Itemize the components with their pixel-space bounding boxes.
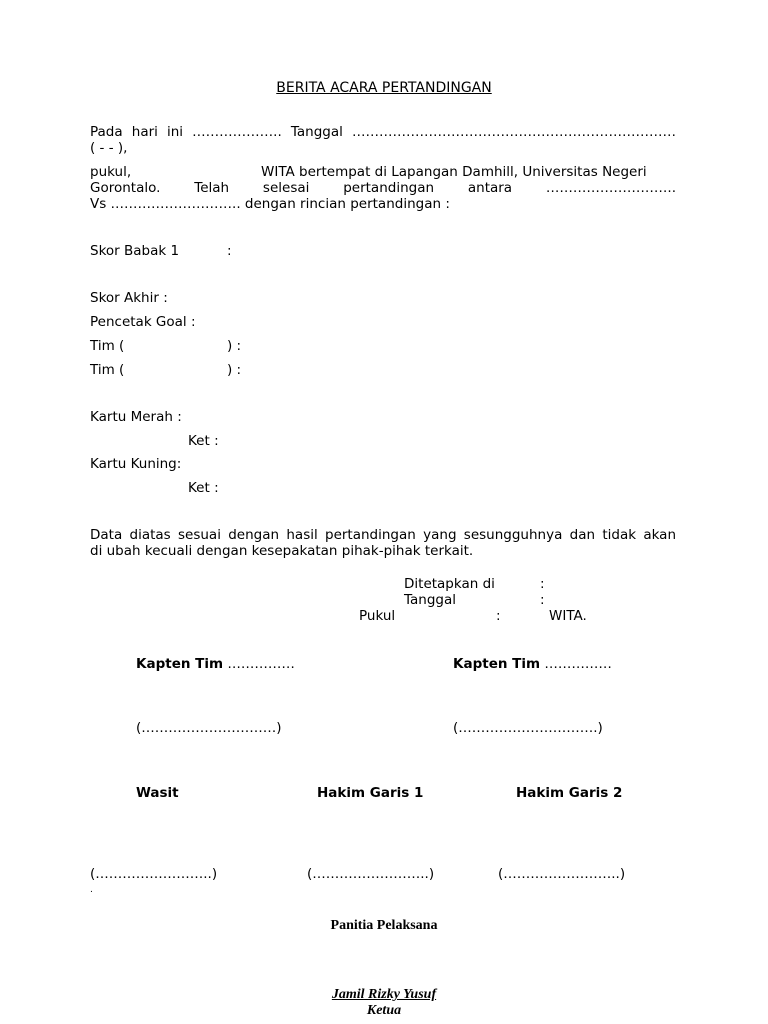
kapten-2-signature-line: (………………………….)	[453, 720, 603, 736]
kapten-1-label: Kapten Tim	[136, 656, 224, 672]
hakim-garis-1-label: Hakim Garis 1	[317, 785, 424, 801]
hakim-garis-2-signature-line: (……………………..)	[498, 866, 626, 882]
document-title: BERITA ACARA PERTANDINGAN	[276, 80, 492, 96]
tim-2-close: ) :	[227, 362, 242, 378]
kartu-kuning-ket: Ket :	[188, 480, 219, 496]
intro-line-5: Vs ……………………….. dengan rincian pertandingan :	[90, 196, 450, 212]
panitia-name: Jamil Rizky Yusuf	[331, 987, 437, 1002]
kapten-1-field	[136, 656, 295, 672]
wasit-label: Wasit	[136, 785, 179, 801]
pukul-label: Pukul	[359, 608, 396, 624]
tanggal-label: Tanggal	[404, 592, 457, 608]
ditetapkan-label: Ditetapkan di	[404, 576, 495, 592]
pukul-wita: WITA.	[549, 608, 587, 624]
hakim-garis-1-signature-line: (……………………..)	[307, 866, 435, 882]
closing-line-2: di ubah kecuali dengan kesepakatan pihak-pihak terkait.	[90, 543, 474, 559]
pukul-colon: :	[496, 608, 501, 624]
skor-akhir-label: Skor Akhir :	[90, 290, 168, 306]
intro-line-3-right: WITA bertempat di Lapangan Damhill, Universitas Negeri	[261, 164, 647, 180]
intro-line-2: ( - - ),	[90, 140, 128, 156]
kapten-1-dots: ……………	[223, 656, 295, 672]
tanggal-colon: :	[540, 592, 545, 608]
kapten-1-signature-line: (…………………………)	[136, 720, 282, 736]
tim-1-open: Tim (	[90, 338, 125, 354]
intro-line-1: Pada hari ini ……………….. Tanggal ………………………………………………………………	[90, 124, 676, 140]
tim-2-open: Tim (	[90, 362, 125, 378]
panitia-role: Ketua	[366, 1003, 402, 1018]
kapten-2-label: Kapten Tim	[453, 656, 541, 672]
kapten-2-dots: ……………	[540, 656, 612, 672]
ditetapkan-colon: :	[540, 576, 545, 592]
hakim-garis-2-label: Hakim Garis 2	[516, 785, 623, 801]
closing-line-1: Data diatas sesuai dengan hasil pertandingan yang sesungguhnya dan tidak akan	[90, 527, 676, 543]
skor-babak-label: Skor Babak 1	[90, 243, 180, 259]
panitia-title: Panitia Pelaksana	[330, 918, 438, 933]
intro-line-4: Gorontalo. Telah selesai pertandingan antara ………………………..	[90, 180, 676, 196]
skor-babak-colon: :	[227, 243, 232, 259]
stray-dot: .	[90, 885, 93, 895]
pencetak-goal-label: Pencetak Goal :	[90, 314, 196, 330]
kartu-kuning-label: Kartu Kuning:	[90, 456, 182, 472]
kartu-merah-label: Kartu Merah :	[90, 409, 182, 425]
kartu-merah-ket: Ket :	[188, 433, 219, 449]
kapten-2-field	[453, 656, 612, 672]
wasit-signature-line: (……………………..)	[90, 866, 218, 882]
tim-1-close: ) :	[227, 338, 242, 354]
intro-line-3-left: pukul,	[90, 164, 132, 180]
